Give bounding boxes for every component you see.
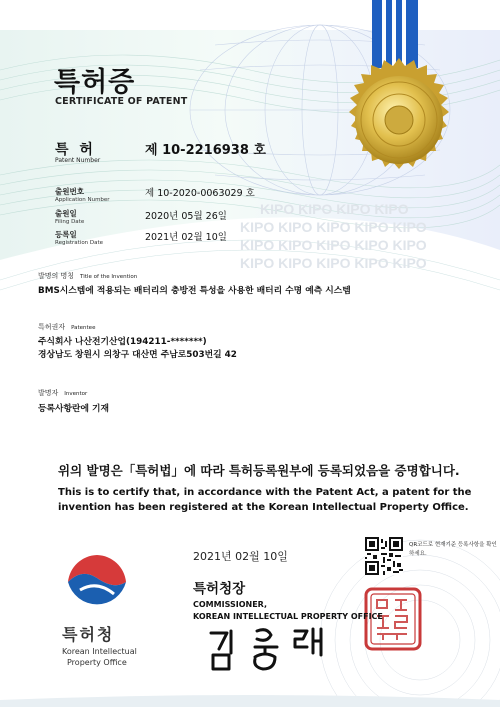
filing-label: 출원일 — [55, 209, 77, 218]
commissioner-title-en-line1: COMMISSIONER, — [193, 600, 268, 609]
patent-label: 특 허 — [55, 142, 96, 158]
qr-note: QR코드로 현재기준 등록사항을 확인하세요. — [409, 542, 497, 557]
invention-label: 발명의 명칭 Title of the Invention — [38, 272, 138, 280]
registration-label-en: Registration Date — [55, 240, 104, 246]
certificate-subtitle: CERTIFICATE OF PATENT — [55, 96, 188, 107]
svg-text:KIPO KIPO KIPO KIPO KIPO: KIPO KIPO KIPO KIPO KIPO — [240, 255, 427, 271]
certification-statement-en-line2: invention has been registered at the Korean Intellectual Property Office. — [58, 502, 469, 513]
watermark-text: KIPO KIPO KIPO KIPO — [260, 201, 409, 217]
patent-label-en: Patent Number — [55, 157, 101, 164]
inventor-label: 발명자 Inventor — [38, 389, 88, 397]
office-name-ko: 특허청 — [62, 625, 115, 644]
svg-text:KIPO KIPO KIPO KIPO KIPO: KIPO KIPO KIPO KIPO KIPO — [240, 237, 427, 253]
application-label: 출원번호 — [55, 187, 84, 196]
commissioner-title: 특허청장 — [193, 581, 246, 597]
office-name-en-line2: Property Office — [67, 658, 127, 667]
qr-code[interactable] — [365, 537, 403, 575]
commissioner-title-en-line2: KOREAN INTELLECTUAL PROPERTY OFFICE — [193, 612, 383, 621]
registration-date: 2021년 02월 10일 — [145, 232, 227, 243]
certificate-title: 특허증 — [54, 67, 136, 98]
registration-label: 등록일 — [55, 230, 77, 239]
application-number: 제 10-2020-0063029 호 — [145, 188, 255, 199]
signature — [205, 623, 335, 675]
patent-number: 제 10-2216938 호 — [145, 143, 266, 158]
inventor-value: 등록사항란에 기재 — [38, 404, 110, 414]
filing-label-en: Filing Date — [55, 219, 85, 225]
certification-statement-ko: 위의 발명은「특허법」에 따라 특허등록원부에 등록되었음을 증명합니다. — [58, 463, 460, 478]
patentee-address: 경상남도 창원시 의창구 대산면 주남로503번길 42 — [38, 350, 237, 360]
gold-seal — [334, 55, 464, 185]
certification-statement-en-line1: This is to certify that, in accordance with the Patent Act, a patent for the — [58, 487, 472, 498]
patentee-label: 특허권자 Patentee — [38, 323, 96, 331]
patentee-name: 주식회사 나산전기산업(194211-*******) — [38, 337, 207, 347]
invention-title: BMS시스템에 적용되는 배터리의 충방전 특성을 사용한 배터리 수명 예측 시스템 — [38, 286, 351, 296]
filing-date: 2020년 05월 26일 — [145, 211, 227, 222]
application-label-en: Application Number — [55, 197, 110, 203]
office-name-en-line1: Korean Intellectual — [62, 647, 137, 656]
svg-text:KIPO KIPO KIPO KIPO KIPO: KIPO KIPO KIPO KIPO KIPO — [240, 219, 427, 235]
issue-date: 2021년 02월 10일 — [193, 550, 288, 563]
kipo-logo — [62, 550, 132, 620]
